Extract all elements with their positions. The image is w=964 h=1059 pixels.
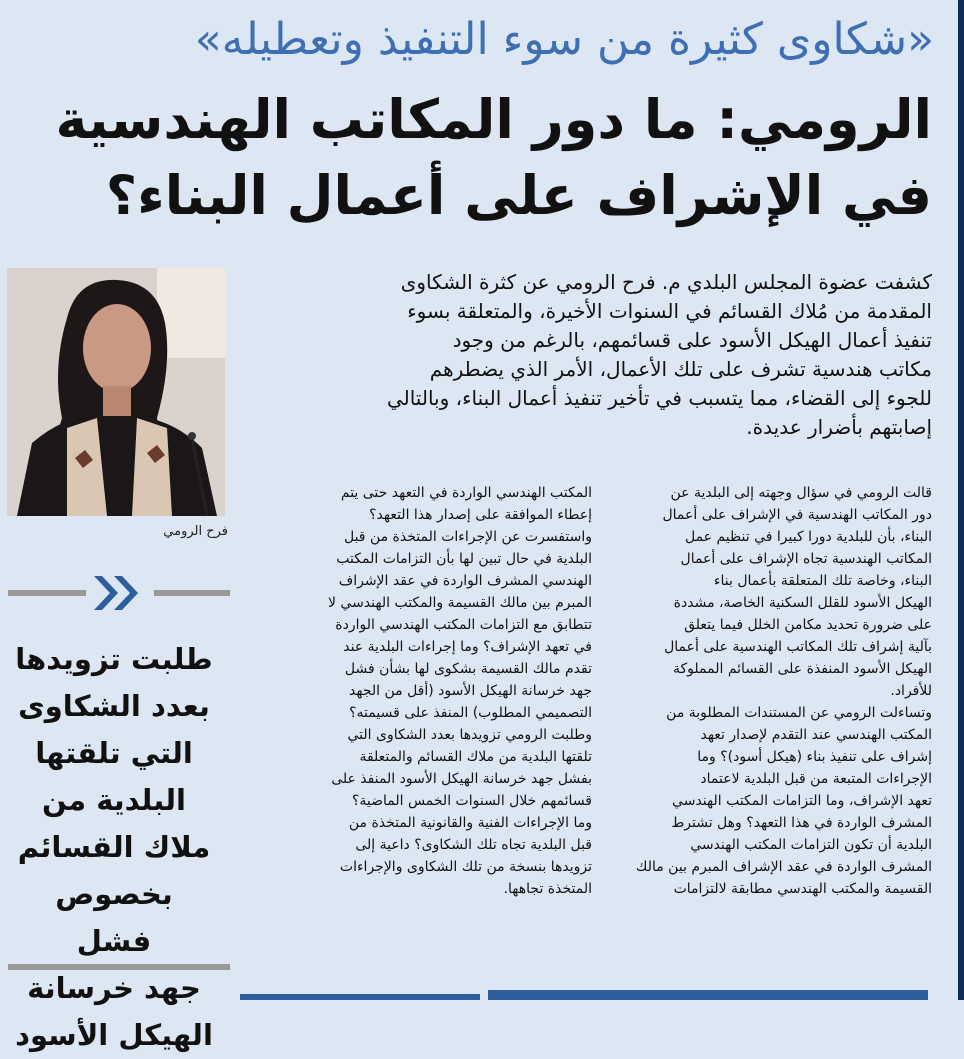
lede-line: مكاتب هندسية تشرف على تلك الأعمال، الأمر الذي يضطرهم [429, 357, 932, 381]
body-line: للأفراد. [890, 683, 932, 699]
body-column-left [274, 482, 592, 900]
body-line: إعطاء الموافقة على إصدار هذا التعهد؟ [369, 507, 592, 523]
body-line: وما الإجراءات الفنية والقانونية المتخذة من [348, 815, 592, 831]
body-column-right [614, 482, 932, 900]
body-line: الهيكل الأسود المنفذة على القسائم المملوكة [673, 661, 932, 677]
pull-quote-line: البلدية من [42, 783, 186, 817]
lede-line: كشفت عضوة المجلس البلدي م. فرح الرومي عن كثرة الشكاوى [400, 270, 932, 294]
body-line: تتطابق مع التزامات المكتب الهندسي الواردة [335, 617, 592, 633]
body-line: تزويدها بنسخة من تلك الشكاوى والإجراءات [339, 859, 592, 875]
quote-marks-icon [92, 572, 142, 614]
body-line: بفشل جهد خرسانة الهيكل الأسود المنفذ على [331, 771, 592, 787]
body-line: المشرف الواردة في هذا التعهد؟ وهل تشترط [671, 815, 932, 831]
article-lede [240, 268, 932, 442]
body-line: دور المكاتب الهندسية في الإشراف على أعمال [662, 507, 932, 523]
pull-quote-line: التي تلقتها [35, 736, 193, 770]
pull-quote [14, 636, 214, 1059]
body-line: قسائمهم خلال السنوات الخمس الماضية؟ [351, 793, 592, 809]
lede-line: تنفيذ أعمال الهيكل الأسود على قسائمهم، بالرغم من وجود [452, 328, 932, 352]
body-line: المكتب الهندسي عند التقدم لإصدار تعهد [700, 727, 932, 743]
article-headline [20, 82, 932, 234]
body-line: إشراف على تنفيذ بناء (هيكل أسود)؟ وما [697, 749, 932, 765]
body-line: البناء، بأن للبلدية دورا كبيرا في تنظيم عمل [684, 529, 932, 545]
headline-line: في الإشراف على أعمال البناء؟ [105, 164, 932, 227]
footer-accent-bar-left [240, 994, 480, 1000]
pull-quote-line: جهد خرسانة [27, 971, 201, 1005]
body-line: البلدية في حال تبين لها بأن التزامات المكتب [336, 551, 592, 567]
body-line: الهندسي المشرف الواردة في عقد الإشراف [338, 573, 592, 589]
body-line: المبرم بين مالك القسيمة والمكتب الهندسي لا [327, 595, 592, 611]
body-line: تلقتها البلدية من ملاك القسائم والمتعلقة [359, 749, 592, 765]
body-line: وتساءلت الرومي عن المستندات المطلوبة من [666, 705, 932, 721]
body-line: على ضرورة تحديد مكامن الخلل فيما يتعلق [684, 617, 932, 633]
pull-quote-line: ملاك القسائم [17, 830, 211, 864]
pull-quote-line: بخصوص فشل [55, 877, 173, 958]
body-line: المشرف الواردة في عقد الإشراف المبرم بين مالك [635, 859, 932, 875]
body-line: التصميمي المطلوب) المنفذ على قسيمته؟ [349, 705, 592, 721]
lede-line: للجوء إلى القضاء، مما يتسبب في تأخير تنفيذ أعمال البناء، وبالتالي [386, 386, 932, 410]
pull-quote-line: الهيكل الأسود [15, 1018, 213, 1052]
body-line: وطلبت الرومي تزويدها بعدد الشكاوى التي [347, 727, 592, 743]
footer-accent-bar [488, 990, 928, 1000]
lede-line: المقدمة من مُلاك القسائم في السنوات الأخيرة، والمتعلقة بسوء [407, 299, 932, 323]
pull-quote-line: بعدد الشكاوى [18, 689, 210, 723]
body-line: قالت الرومي في سؤال وجهته إلى البلدية عن [670, 485, 932, 501]
body-line: قبل البلدية تجاه تلك الشكاوى؟ داعية إلى [355, 837, 592, 853]
body-line: في تعهد الإشراف؟ وما إجراءات البلدية عند [343, 639, 592, 655]
body-line: المكتب الهندسي الواردة في التعهد حتى يتم [340, 485, 592, 501]
body-line: البلدية أن تكون التزامات المكتب الهندسي [690, 837, 932, 853]
photo-caption: فرح الرومي [163, 524, 228, 539]
portrait-photo [7, 268, 225, 516]
lede-line: إصابتهم بأضرار عديدة. [746, 415, 932, 439]
body-line: تقدم مالك القسيمة بشكوى لها بشأن فشل [344, 661, 592, 677]
body-line: القسيمة والمكتب الهندسي مطابقة لالتزامات [673, 881, 932, 897]
body-line: الهيكل الأسود للقلل السكنية الخاصة، مشددة [673, 595, 932, 611]
body-line: جهد خرسانة الهيكل الأسود (أقل من الجهد [349, 683, 592, 699]
body-line: المتخذة تجاهها. [503, 881, 592, 897]
pull-quote-line: طلبت تزويدها [15, 642, 213, 676]
body-line: واستفسرت عن الإجراءات المتخذة من قبل [343, 529, 592, 545]
pull-quote-bottom-divider [8, 964, 230, 970]
body-line: الإجراءات المتبعة من قبل البلدية لاعتماد [700, 771, 932, 787]
headline-line: الرومي: ما دور المكاتب الهندسية [55, 88, 932, 151]
body-line: تعهد الإشراف، وما التزامات المكتب الهندسي [672, 793, 932, 809]
body-line: البناء، وخاصة تلك المتعلقة بأعمال بناء [713, 573, 932, 589]
body-line: بآلية إشراف تلك المكاتب الهندسية على أعمال [664, 639, 932, 655]
article-kicker: «شكاوى كثيرة من سوء التنفيذ وتعطيله» [194, 14, 934, 65]
body-line: المكاتب الهندسية تجاه الإشراف على أعمال [680, 551, 932, 567]
